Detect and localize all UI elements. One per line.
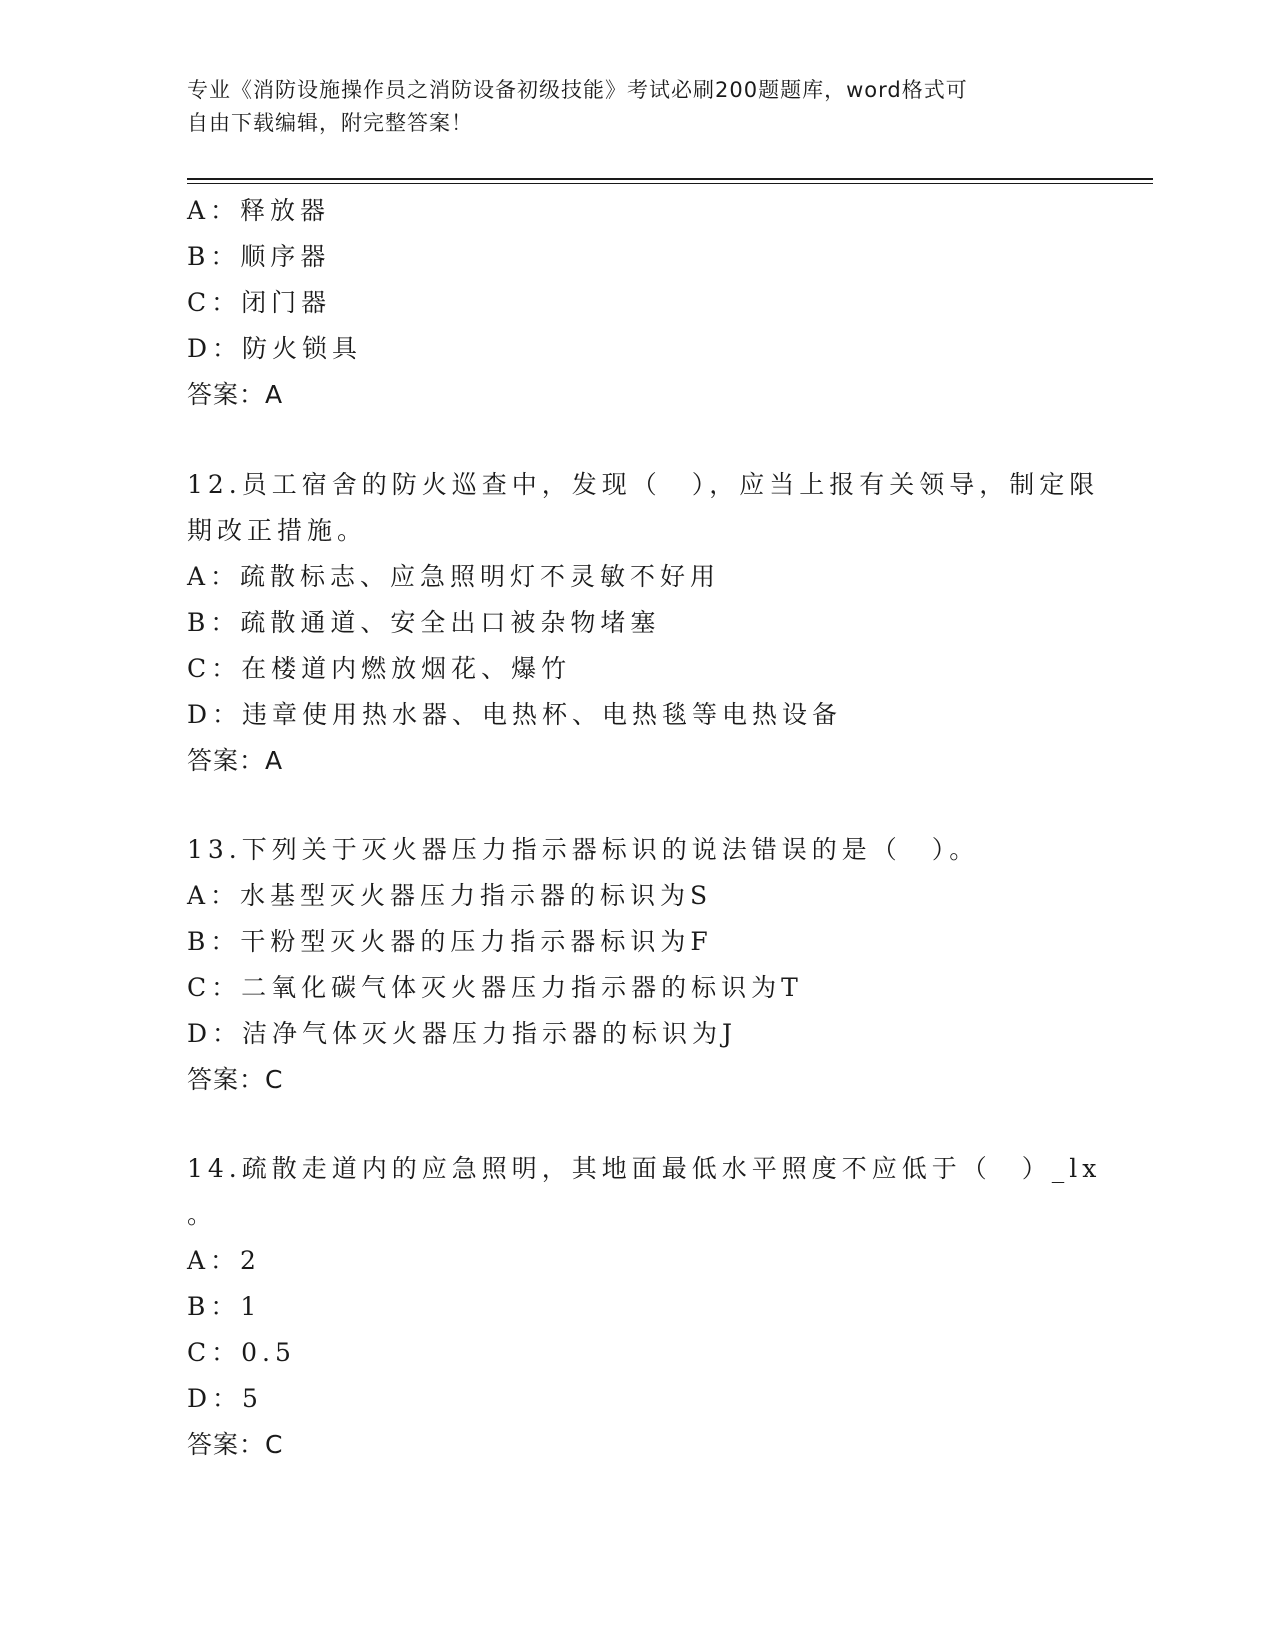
question-stem-cont: 期改正措施。	[187, 516, 368, 545]
question-list	[187, 188, 1117, 1468]
answer: 答案：C	[187, 1430, 284, 1459]
question-13	[187, 827, 1117, 1103]
option-b: B：疏散通道、安全出口被杂物堵塞	[187, 608, 661, 637]
option-c: C：在楼道内燃放烟花、爆竹	[187, 654, 572, 683]
question-stem: 12.员工宿舍的防火巡查中，发现（ ），应当上报有关领导，制定限	[187, 470, 1100, 499]
answer: 答案：A	[187, 746, 284, 775]
question-stem-cont: 。	[187, 1200, 218, 1229]
option-a: A：疏散标志、应急照明灯不灵敏不好用	[187, 562, 721, 591]
option-b: B：干粉型灭火器的压力指示器标识为F	[187, 927, 713, 956]
header-rule-thin	[187, 183, 1153, 184]
option-a: A：2	[187, 1246, 261, 1275]
option-b: B：1	[187, 1292, 262, 1321]
header-line-1: 专业《消防设施操作员之消防设备初级技能》考试必刷200题题库，word格式可	[187, 78, 968, 102]
answer: 答案：A	[187, 380, 284, 409]
option-d: D：防火锁具	[187, 334, 363, 363]
header-line-2: 自由下载编辑，附完整答案！	[187, 111, 473, 135]
option-c: C：闭门器	[187, 288, 332, 317]
answer: 答案：C	[187, 1065, 284, 1094]
question-stem: 14.疏散走道内的应急照明，其地面最低水平照度不应低于（ ）_lx	[187, 1154, 1102, 1183]
question-14	[187, 1146, 1117, 1468]
option-c: C：二氧化碳气体灭火器压力指示器的标识为T	[187, 973, 803, 1002]
option-d: D：5	[187, 1384, 263, 1413]
option-d: D：洁净气体灭火器压力指示器的标识为J	[187, 1019, 738, 1048]
question-12	[187, 462, 1117, 784]
question-11	[187, 188, 1117, 418]
question-stem: 13.下列关于灭火器压力指示器标识的说法错误的是（ ）。	[187, 835, 980, 864]
option-d: D：违章使用热水器、电热杯、电热毯等电热设备	[187, 700, 843, 729]
header-rule-thick	[187, 178, 1153, 180]
option-a: A：水基型灭火器压力指示器的标识为S	[187, 881, 713, 910]
option-b: B：顺序器	[187, 242, 331, 271]
option-c: C：0.5	[187, 1338, 296, 1367]
option-a: A：释放器	[187, 196, 331, 225]
document-header	[187, 74, 1087, 140]
